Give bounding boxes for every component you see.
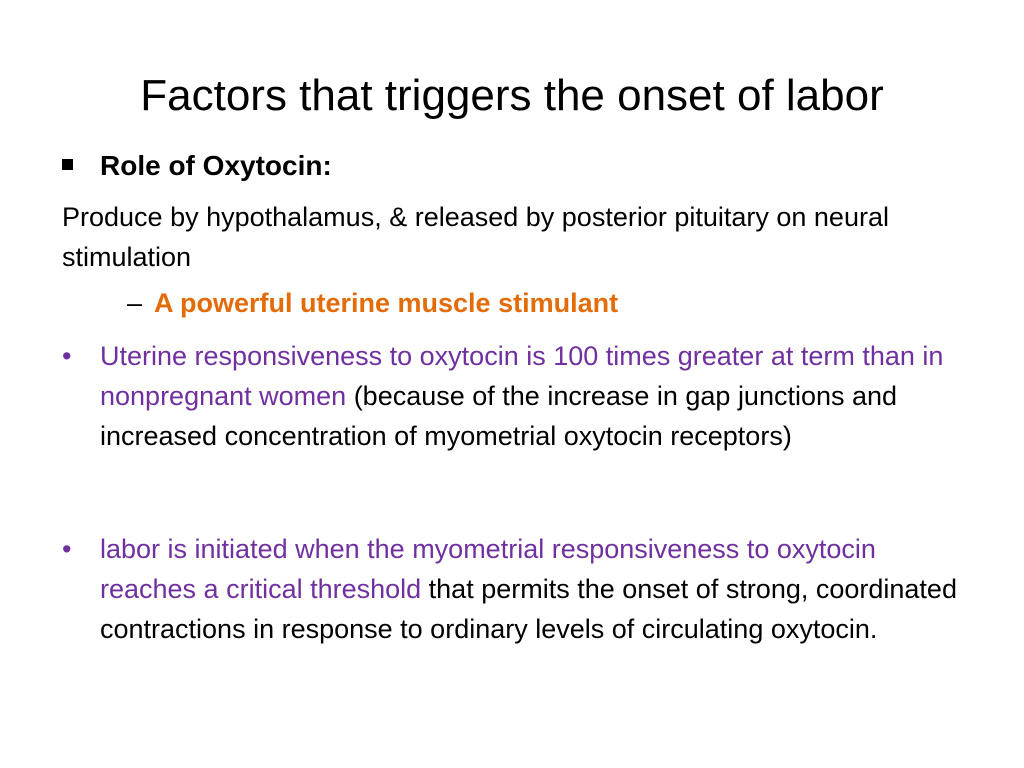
square-bullet-icon	[62, 159, 73, 170]
bullet-highlight-text: labor is initiated when the myometrial responsiveness to oxytocin reaches a critical threshold	[100, 534, 876, 604]
bullet-body	[100, 336, 962, 456]
sub-point-text: A powerful uterine muscle stimulant	[154, 288, 619, 318]
bullet-dot-icon: •	[62, 534, 72, 564]
bullet-highlight-text: Uterine responsiveness to oxytocin is 100 times greater at term than in nonpregnant women	[100, 341, 944, 411]
produce-text: Produce by hypothalamus, & released by posterior pituitary on neural stimulation	[62, 202, 889, 272]
slide-title: Factors that triggers the onset of labor	[140, 71, 884, 120]
bullet-body	[100, 529, 962, 649]
dash-bullet: –	[127, 288, 143, 318]
bullet-dot-icon: •	[62, 341, 72, 371]
role-heading: Role of Oxytocin:	[100, 150, 332, 181]
bullet-rest-text: (because of the increase in gap junctions and increased concentration of myometrial oxytocin receptors)	[100, 381, 898, 451]
bullet-rest-text: that permits the onset of strong, coordinated contractions in response to ordinary levels of circulating oxytocin.	[100, 574, 957, 644]
